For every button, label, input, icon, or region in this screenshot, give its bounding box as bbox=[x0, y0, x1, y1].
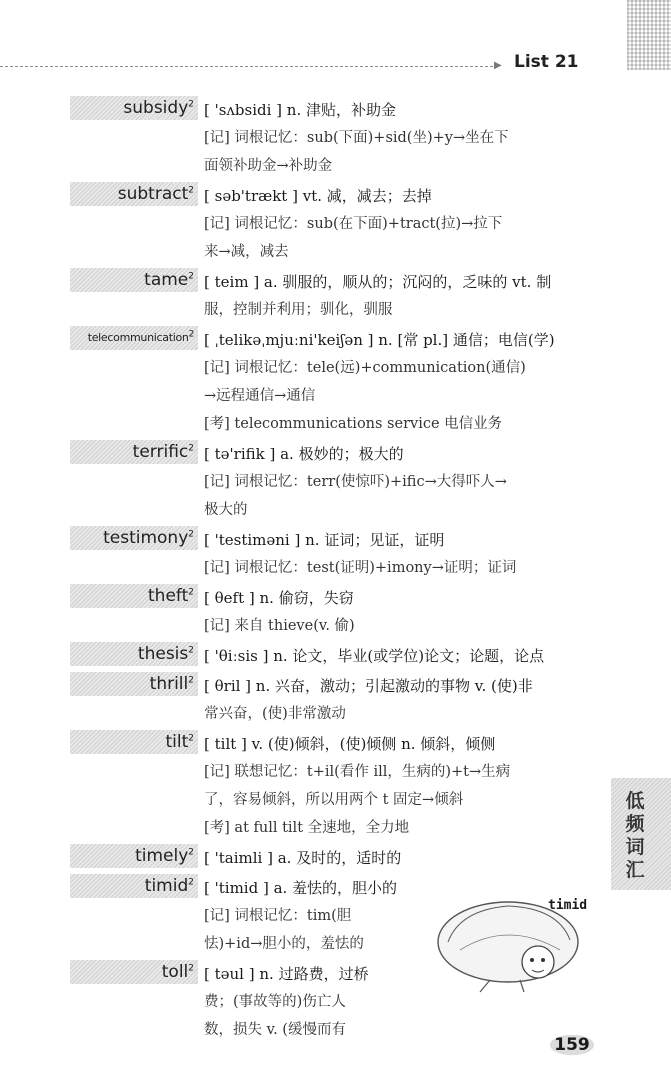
headword-text: timid bbox=[144, 876, 189, 896]
entry-body bbox=[204, 584, 600, 640]
word-entry bbox=[0, 96, 610, 180]
headword bbox=[70, 960, 198, 984]
entry-line: 常兴奋，(使)非常激动 bbox=[204, 706, 346, 722]
headword bbox=[70, 526, 198, 550]
entry-line: [ 'testiməni ] n. 证词；见证，证明 bbox=[204, 531, 445, 549]
corner-dot-pattern bbox=[627, 0, 671, 70]
frequency-mark: 2 bbox=[188, 271, 194, 282]
page-title: List 21 bbox=[514, 52, 579, 72]
entry-line: [记] 词根记忆：terr(使惊吓)+ific→大得吓人→ bbox=[204, 474, 507, 490]
entry-line: [ θril ] n. 兴奋，激动；引起激动的事物 v. (使)非 bbox=[204, 677, 533, 695]
headword bbox=[70, 672, 198, 696]
entry-line: [ tə'rifik ] a. 极妙的；极大的 bbox=[204, 445, 404, 463]
entry-line: [ 'timid ] a. 羞怯的，胆小的 bbox=[204, 879, 398, 897]
entry-line: 服，控制并利用；驯化，驯服 bbox=[204, 302, 393, 318]
frequency-mark: 2 bbox=[188, 847, 194, 858]
headword-text: theft bbox=[148, 586, 189, 606]
entry-line: 费；(事故等的)伤亡人 bbox=[204, 994, 346, 1010]
headword bbox=[70, 326, 198, 350]
headword-text: telecommunication bbox=[87, 331, 189, 344]
headword-text: toll bbox=[161, 962, 189, 982]
headword bbox=[70, 268, 198, 292]
entry-line: [ ˌtelikəˌmjuːni'keiʃən ] n. [常 pl.] 通信；电信(学) bbox=[204, 331, 555, 349]
entry-body bbox=[204, 526, 600, 582]
frequency-mark: 2 bbox=[188, 963, 194, 974]
headword-text: tilt bbox=[165, 732, 189, 752]
frequency-mark: 2 bbox=[188, 877, 194, 888]
frequency-mark: 2 bbox=[188, 675, 194, 686]
entry-body bbox=[204, 96, 600, 180]
word-entry bbox=[0, 440, 610, 524]
page-number: 159 bbox=[544, 1032, 600, 1058]
headword-text: subsidy bbox=[123, 98, 189, 118]
frequency-mark: 2 bbox=[188, 587, 194, 598]
frequency-mark: 2 bbox=[188, 529, 194, 540]
entry-body bbox=[204, 642, 600, 670]
headword-text: timely bbox=[135, 846, 189, 866]
arrow-right-icon: ▶ bbox=[494, 60, 502, 71]
headword bbox=[70, 642, 198, 666]
entry-line: [ teim ] a. 驯服的，顺从的；沉闷的，乏味的 vt. 制 bbox=[204, 273, 552, 291]
entry-line: [记] 来自 thieve(v. 偷) bbox=[204, 618, 355, 634]
headword-text: terrific bbox=[132, 442, 189, 462]
entry-line: [记] 词根记忆：test(证明)+imony→证明；证词 bbox=[204, 560, 517, 576]
frequency-mark: 2 bbox=[188, 733, 194, 744]
entry-body bbox=[204, 440, 600, 524]
entry-line: [记] 词根记忆：sub(下面)+sid(坐)+y→坐在下 bbox=[204, 130, 509, 146]
entry-line: [记] 词根记忆：tele(远)+communication(通信) bbox=[204, 360, 526, 376]
side-tab-label: 低频词汇 bbox=[625, 790, 645, 881]
entry-line: [ 'taimli ] a. 及时的，适时的 bbox=[204, 849, 402, 867]
frequency-mark: 2 bbox=[188, 185, 194, 196]
entry-line: [考] telecommunications service 电信业务 bbox=[204, 416, 503, 432]
header-rule bbox=[0, 66, 498, 67]
headword-text: thrill bbox=[149, 674, 189, 694]
word-entry bbox=[0, 326, 610, 438]
entry-line: [ tilt ] v. (使)倾斜，(使)倾侧 n. 倾斜，倾侧 bbox=[204, 735, 496, 753]
frequency-mark: 2 bbox=[188, 645, 194, 656]
word-entry bbox=[0, 182, 610, 266]
entry-line: 极大的 bbox=[204, 502, 248, 518]
headword bbox=[70, 844, 198, 868]
headword bbox=[70, 874, 198, 898]
word-entry bbox=[0, 844, 610, 872]
headword bbox=[70, 730, 198, 754]
entry-line: [考] at full tilt 全速地，全力地 bbox=[204, 820, 410, 836]
entry-line: [ səb'trækt ] vt. 减，减去；去掉 bbox=[204, 187, 432, 205]
entry-body bbox=[204, 182, 600, 266]
entry-line: 来→减，减去 bbox=[204, 244, 289, 260]
headword bbox=[70, 96, 198, 120]
entry-body bbox=[204, 730, 600, 842]
headword-text: tame bbox=[144, 270, 189, 290]
frequency-mark: 2 bbox=[188, 99, 194, 110]
entry-line: [ 'sʌbsidi ] n. 津贴，补助金 bbox=[204, 101, 396, 119]
entry-body bbox=[204, 268, 600, 324]
word-entry bbox=[0, 526, 610, 582]
entry-body bbox=[204, 326, 600, 438]
word-entry bbox=[0, 730, 610, 842]
headword-text: thesis bbox=[137, 644, 189, 664]
word-entry bbox=[0, 584, 610, 640]
entry-line: 怯)+id→胆小的，羞怯的 bbox=[204, 936, 364, 952]
entry-body bbox=[204, 844, 600, 872]
headword-text: testimony bbox=[103, 528, 189, 548]
entry-line: 数，损失 v. (缓慢而有 bbox=[204, 1022, 346, 1038]
entry-line: →远程通信→通信 bbox=[204, 388, 316, 404]
entry-line: [记] 词根记忆：sub(在下面)+tract(拉)→拉下 bbox=[204, 216, 503, 232]
entry-line: [记] 联想记忆：t+il(看作 ill，生病的)+t→生病 bbox=[204, 764, 511, 780]
entry-line: [ 'θiːsis ] n. 论文，毕业(或学位)论文；论题，论点 bbox=[204, 647, 545, 665]
entry-body bbox=[204, 672, 600, 728]
word-entry bbox=[0, 642, 610, 670]
entry-line: [记] 词根记忆：tim(胆 bbox=[204, 908, 352, 924]
entry-line: [ təul ] n. 过路费，过桥 bbox=[204, 965, 369, 983]
headword-text: subtract bbox=[117, 184, 189, 204]
headword bbox=[70, 182, 198, 206]
entry-line: 了，容易倾斜，所以用两个 t 固定→倾斜 bbox=[204, 792, 464, 808]
frequency-mark: 2 bbox=[188, 443, 194, 454]
word-entry bbox=[0, 268, 610, 324]
entry-line: [ θeft ] n. 偷窃，失窃 bbox=[204, 589, 354, 607]
headword bbox=[70, 584, 198, 608]
entry-line: 面领补助金→补助金 bbox=[204, 158, 333, 174]
headword bbox=[70, 440, 198, 464]
frequency-mark: 2 bbox=[188, 329, 194, 340]
illustration-label: timid bbox=[548, 898, 588, 913]
word-entry bbox=[0, 672, 610, 728]
